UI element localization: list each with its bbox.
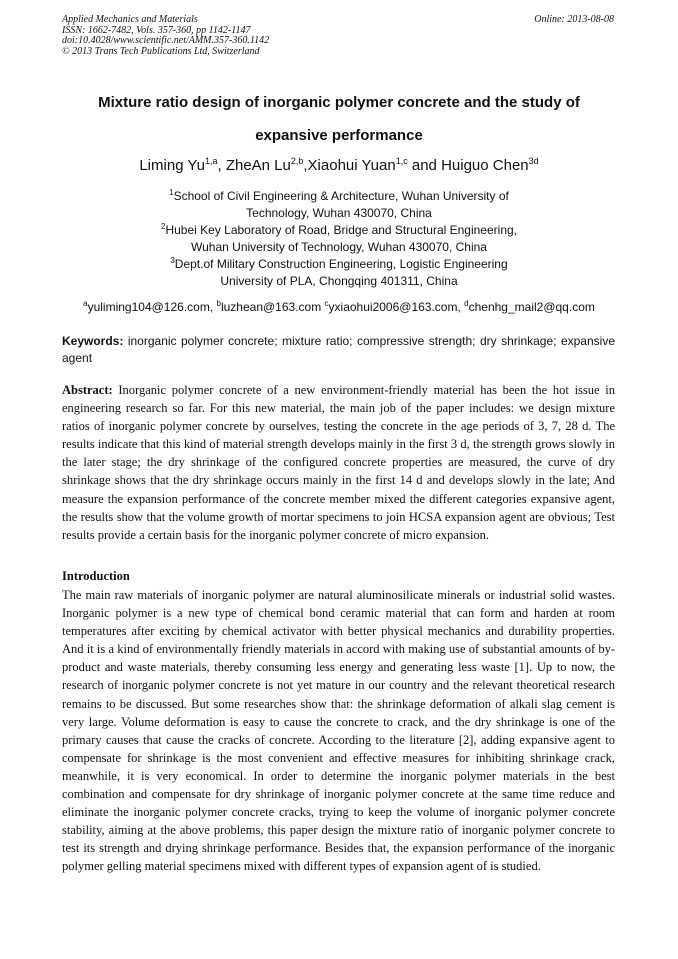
- affiliation-line: Dept.of Military Construction Engineering, Logistic Engineering: [174, 257, 508, 271]
- author-name: Huiguo Chen: [441, 157, 529, 174]
- introduction-heading: Introduction: [62, 569, 130, 583]
- author-affil-sup: 2,b: [290, 156, 304, 166]
- author-separator: ,: [303, 157, 308, 174]
- email-address[interactable]: luzhean@163.com: [220, 300, 322, 314]
- affiliation-2: [62, 222, 616, 256]
- email-separator: ,: [209, 300, 217, 314]
- author-affil-sup: 1,a: [204, 156, 218, 166]
- doi-line: doi:10.4028/www.scientific.net/AMM.357-360.1142: [62, 35, 270, 47]
- keywords-text: inorganic polymer concrete; mixture ratio; compressive strength; dry shrinkage; expansive agent: [62, 334, 615, 365]
- paper-title-line-2: expansive performance: [255, 127, 423, 144]
- introduction-text: The main raw materials of inorganic polymer are natural aluminosilicate minerals or industrial solid wastes. Inorganic polymer is a new type of chemical bond ceramic material that can form and harden at room temperatures after exciting by chemical activator with better physical mechanics and durability properties. And it is a kind of environmentally friendly materials in accord with making use of substantial amounts of by-product and waste materials, thereby consuming less energy and generating less waste [1]. Up to now, the research of inorganic polymer concrete is not yet mature in our country and the relevant theoretical research remains to be discussed. But some researches show that: the shrinkage deformation of alkali slag cement is very large. Volume deformation is easy to cause the concrete to crack, and the dry shrinkage is one of the primary causes that cause the cracks of concrete. According to the literature [2], adding expansive agent to compensate for shrinkage is the most convenient and effective measures for inhibiting shrinkage crack, meanwhile, it is very economical. In order to determine the inorganic polymer materials in the best combination and compensate for dry shrinkage of inorganic polymer concrete at the same time reduce and eliminate the inorganic polymer concrete cracks, trying to keep the volume of inorganic polymer concrete stability, aiming at the above problems, this paper design the mixture ratio of inorganic polymer concrete to test its strength and drying shrinkage performance. Besides that, the expansion performance of the inorganic polymer gelling material specimens mixed with different types of expansion agent of is studied.: [62, 588, 615, 874]
- affiliation-line: Wuhan University of Technology, Wuhan 430070, China: [191, 240, 487, 254]
- issn-line: ISSN: 1662-7482, Vols. 357-360, pp 1142-1147: [62, 24, 251, 36]
- affiliation-3: [62, 256, 616, 290]
- email-sup: b: [216, 299, 221, 308]
- email-sup: c: [324, 299, 329, 308]
- affiliation-sup: 2: [161, 222, 166, 231]
- author-affil-sup: 1,c: [395, 156, 408, 166]
- affiliation-1: [62, 188, 616, 222]
- journal-header: [62, 15, 269, 57]
- email-sup: d: [464, 299, 469, 308]
- affiliation-line: School of Civil Engineering & Architecture, Wuhan University of: [173, 189, 509, 203]
- author-list: [62, 157, 616, 174]
- author-name: ZheAn Lu: [225, 157, 291, 174]
- affiliation-line: Hubei Key Laboratory of Road, Bridge and Structural Engineering,: [165, 223, 517, 237]
- abstract-text: Inorganic polymer concrete of a new environment-friendly material has been the hot issue in engineering research so far. For this new material, the main job of the paper includes: we design mixture ratios of inorganic polymer concrete by ourselves, testing the concrete in the age periods of 3, 7, 28 d. The results indicate that this kind of material strength develops mainly in the first 3 d, the strength grows slowly in the later stage; the dry shrinkage of the configured concrete properties are measured, the curve of dry shrinkage shows that the dry shrinkage occurs mainly in the first 14 d and develops slowly in the late; And measure the expansion performance of the concrete member mixed the different categories expansive agent, the results show that the volume growth of mortar specimens to join HCSA expansion agent are obvious; Test results provide a certain basis for the inorganic polymer concrete of micro expansion.: [62, 383, 615, 542]
- affiliation-line: Technology, Wuhan 430070, China: [246, 206, 432, 220]
- author-name: Liming Yu: [139, 157, 205, 174]
- email-list: [62, 300, 616, 314]
- email-separator: ,: [457, 300, 465, 314]
- email-address[interactable]: yxiaohui2006@163.com: [328, 300, 458, 314]
- affiliation-line: University of PLA, Chongqing 401311, China: [220, 274, 458, 288]
- copyright-line: © 2013 Trans Tech Publications Ltd, Switzerland: [62, 45, 260, 57]
- journal-name: Applied Mechanics and Materials: [62, 14, 198, 25]
- affiliation-sup: 3: [170, 256, 175, 265]
- author-separator: ,: [217, 157, 226, 174]
- online-date: Online: 2013-08-08: [534, 14, 614, 25]
- paper-title-line-1: Mixture ratio design of inorganic polymer concrete and the study of: [98, 94, 580, 111]
- author-affil-sup: 3d: [528, 156, 539, 166]
- email-address[interactable]: yuliming104@126.com: [87, 300, 210, 314]
- author-separator: and: [407, 157, 442, 174]
- keywords-block: [62, 333, 615, 367]
- abstract-label: Abstract:: [62, 383, 113, 397]
- affiliation-sup: 1: [169, 188, 174, 197]
- abstract-block: [62, 381, 615, 544]
- email-sup: a: [83, 299, 88, 308]
- email-address[interactable]: chenhg_mail2@qq.com: [468, 300, 595, 314]
- author-name: Xiaohui Yuan: [307, 157, 396, 174]
- keywords-label: Keywords:: [62, 334, 124, 348]
